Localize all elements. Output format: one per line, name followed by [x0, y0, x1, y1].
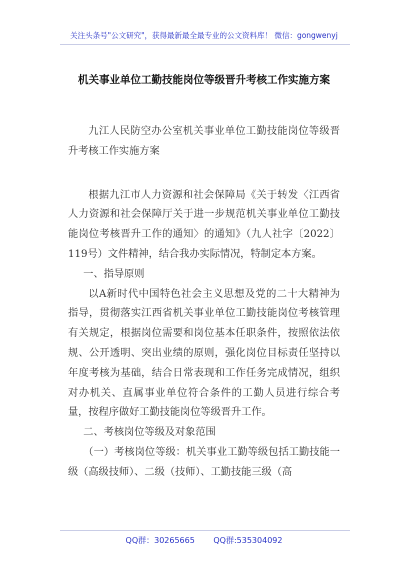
- guiding-principles-paragraph: 以A新时代中国特色社会主义思想及党的二十大精神为指导，贯彻落实江西省机关事业单位工勤技能岗位考核管理有关规定，根据岗位需要和岗位基本任职条件，按照依法依规、公开透明、突出业绩的原则，强化岗位目标责任坚持以年度考核为基础，结合日常表现和工作任务完成情况，组织对办机关、直属事业单位符合条件的工勤人员进行综合考量，按程序做好工勤技能岗位等级晋升工作。: [68, 288, 340, 419]
- header-banner: 关注头条号"公文研究"，获得最新最全最专业的公文资料库！ 微信：gongwenyj: [70, 31, 338, 40]
- header-divider: [60, 44, 350, 45]
- section-heading-assessment-scope: 二、考核岗位等级及对象范围: [83, 427, 216, 439]
- qq-group-1: QQ群：30265665: [125, 536, 195, 545]
- document-body: [68, 122, 340, 483]
- document-title: 机关事业单位工勤技能岗位等级晋升考核工作实施方案: [78, 74, 330, 86]
- section-heading-guiding-principles: 一、指导原则: [83, 268, 145, 280]
- document-subtitle: 九江人民防空办公室机关事业单位工勤技能岗位等级晋升考核工作实施方案: [68, 126, 340, 157]
- qq-group-2: QQ群:535304092: [213, 536, 283, 545]
- assessment-level-paragraph: （一）考核岗位等级：机关事业工勤等级包括工勤技能一级（高级技师）、二级（技师）、工勤技能三级（高: [68, 446, 340, 478]
- intro-paragraph: 根据九江市人力资源和社会保障局《关于转发〈江西省人力资源和社会保障厅关于进一步规范机关事业单位工勤技能岗位考核晋升工作的通知〉的通知》（九人社字〔2022〕119号）文件精神，结合我办实际情况，特制定本方案。: [68, 189, 340, 260]
- footer-contact: [0, 535, 408, 546]
- footer-divider: [60, 530, 350, 531]
